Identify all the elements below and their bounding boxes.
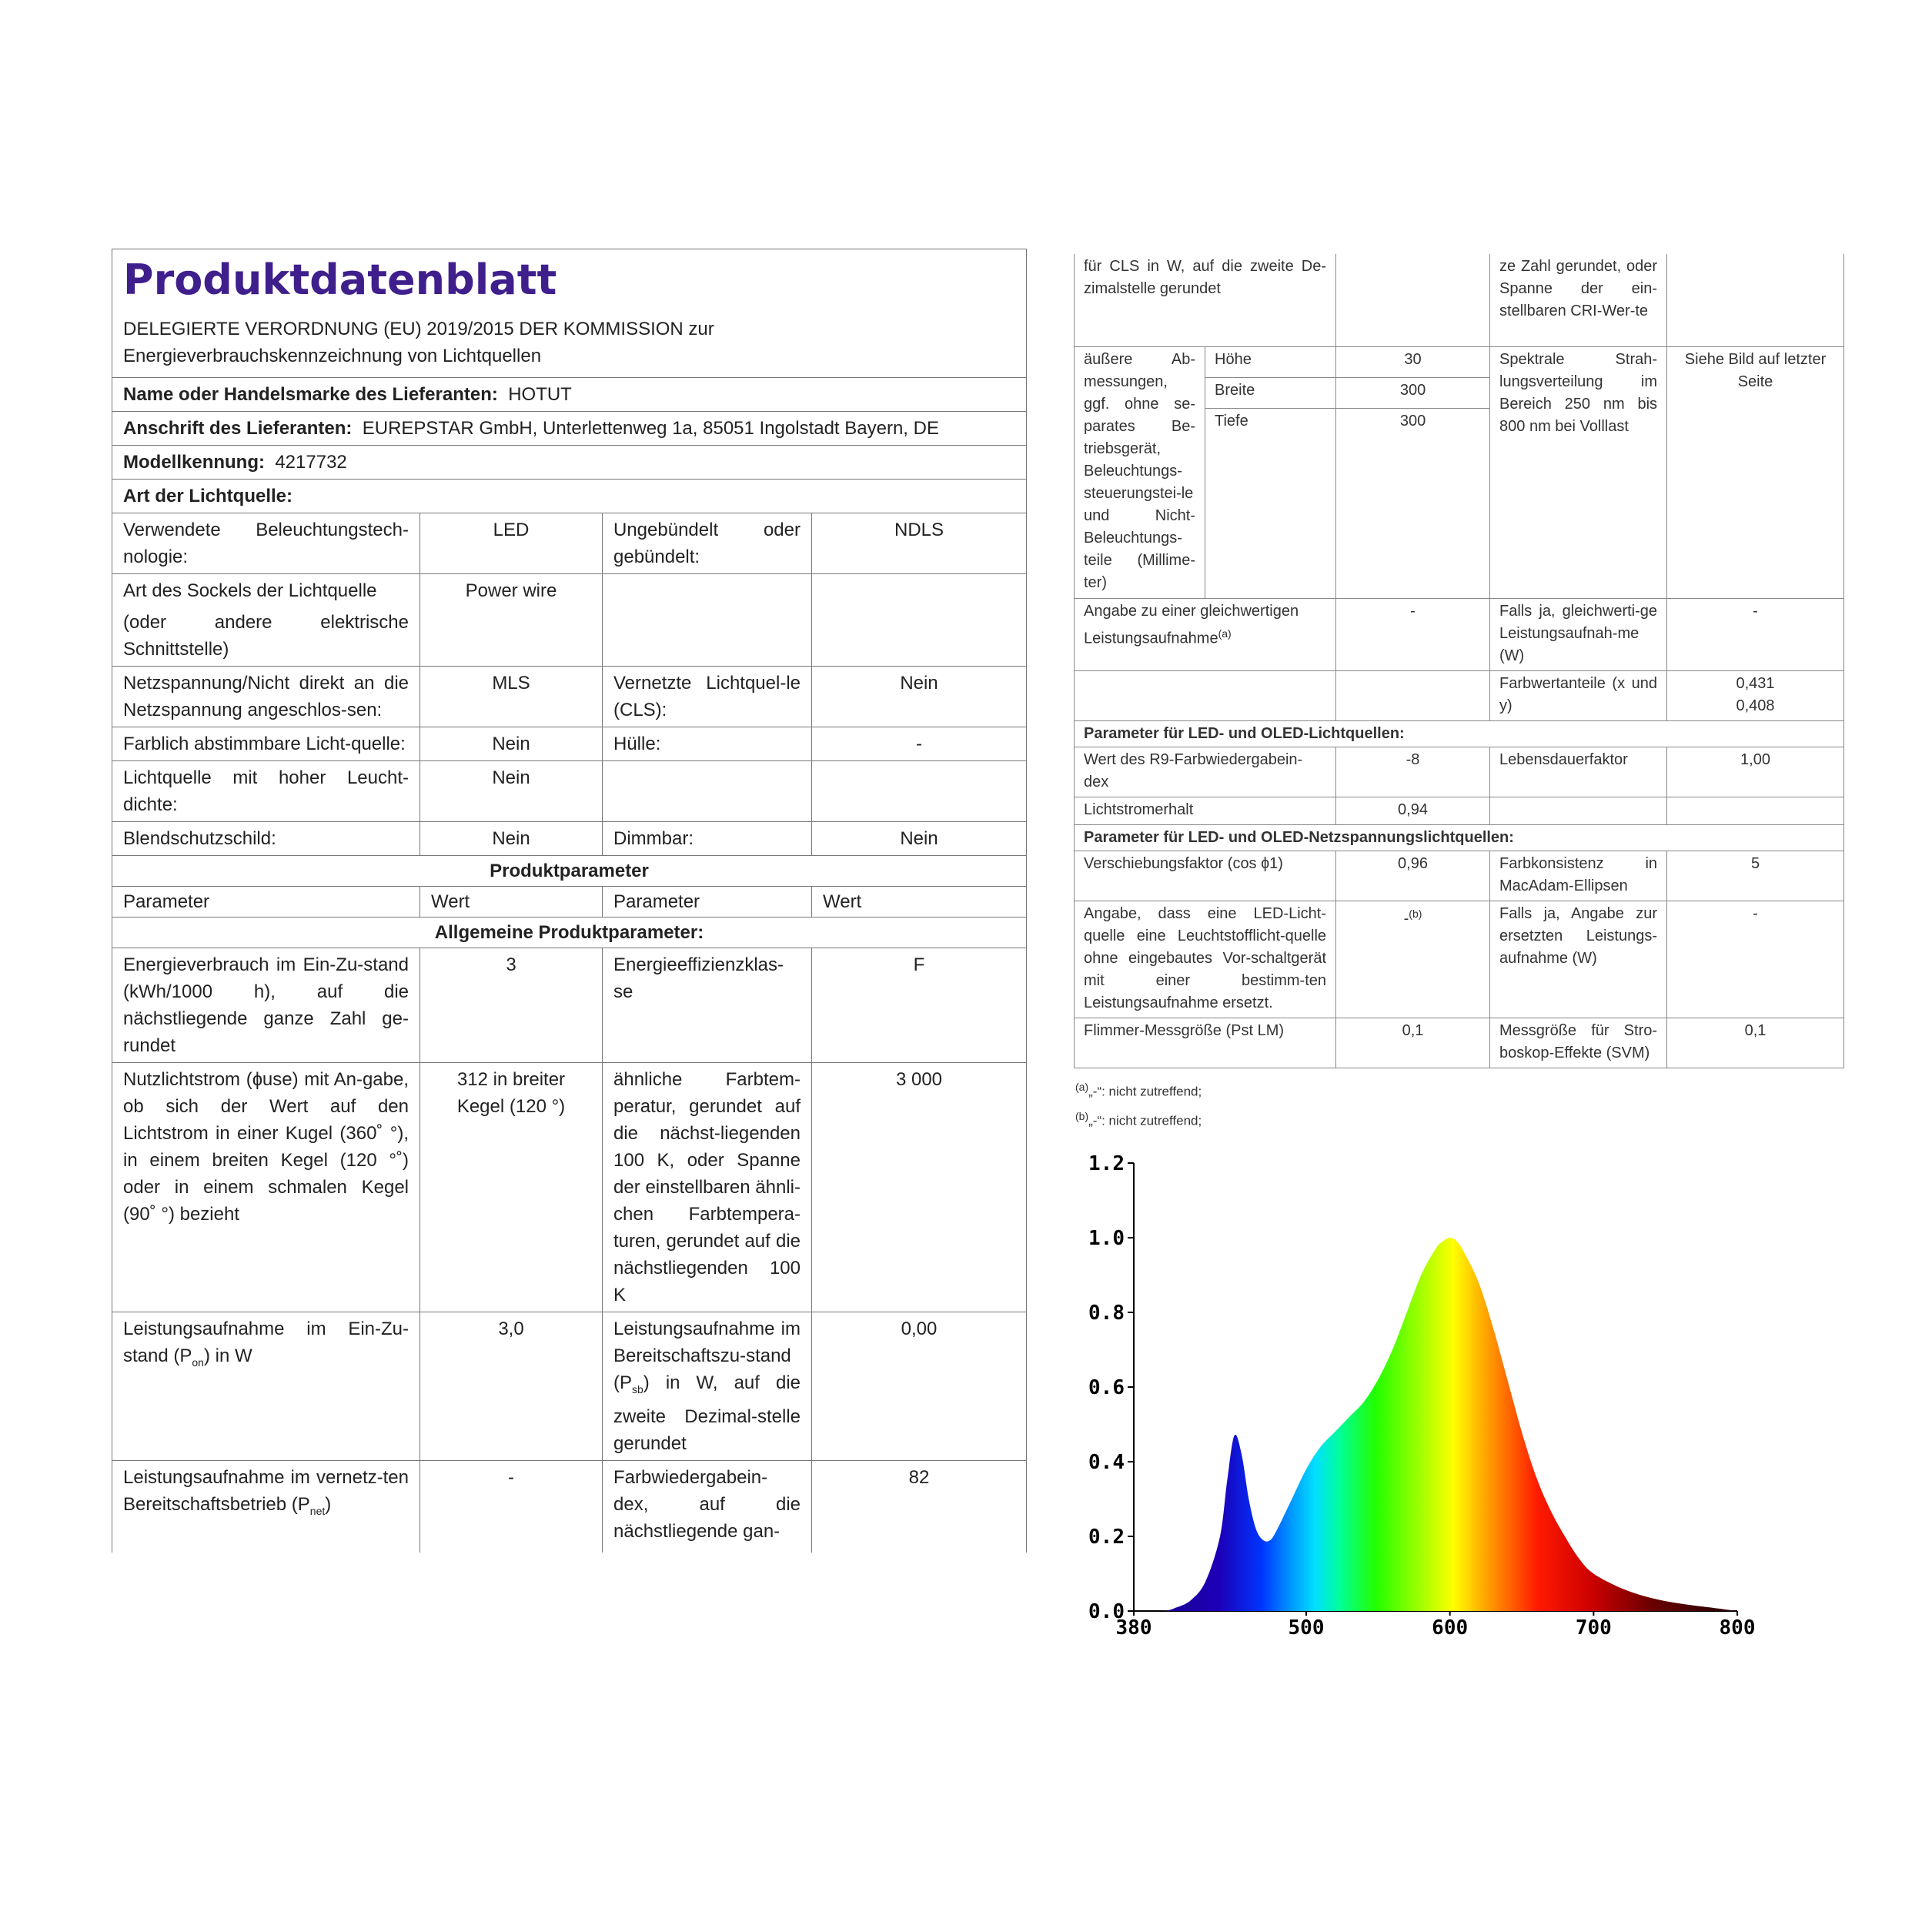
height-value: 30 (1336, 346, 1490, 377)
networked-standby-label: Leistungsaufnahme im vernetz-ten Bereitschaftsbetrieb $(P_{net})$ (112, 1460, 420, 1553)
r9-value: -8 (1336, 747, 1490, 797)
right-datasheet (1074, 254, 1843, 1134)
on-mode-power-value: 3,0 (420, 1312, 603, 1461)
main-table (112, 249, 1027, 1553)
stroboscopic-value: 0,1 (1667, 1018, 1844, 1068)
high-luminance-label: Lichtquelle mit hoher Leucht-dichte: (112, 761, 420, 822)
spectral-distribution-chart (1074, 1151, 1767, 1643)
envelope-label: Hülle: (603, 727, 812, 761)
equivalent-power-value: - (1336, 598, 1490, 670)
spectrum-area (1134, 1238, 1737, 1611)
anti-glare-value: Nein (420, 822, 603, 856)
dimensions-label: äußere Ab-messungen, ggf. ohne se-parates Be-triebsgerät, Beleuchtungs-steuerungstei-le und Nicht-Beleuchtungs-teile (Millime-ter) (1075, 346, 1205, 598)
depth-label: Tiefe (1205, 408, 1336, 598)
supplier-name-row (112, 378, 1027, 412)
col-header-value: Wert (812, 887, 1027, 918)
mains-label: Netzspannung/Nicht direkt an die Netzspannung angeschlos-sen: (112, 667, 420, 727)
x-tick-label: 800 (1719, 1616, 1756, 1640)
depth-value: 300 (1336, 408, 1490, 598)
dimmable-label: Dimmbar: (603, 822, 812, 856)
product-parameters-heading: Produktparameter (112, 856, 1027, 887)
footnote-a: $^{(a)}$„-“: nicht zutreffend; (1075, 1080, 1202, 1099)
networked-standby-value: - (420, 1460, 603, 1553)
survival-factor-value: 1,00 (1667, 747, 1844, 797)
x-tick-label: 500 (1288, 1616, 1325, 1640)
dimmable-value: Nein (812, 822, 1027, 856)
supplier-address-value: EUREPSTAR GmbH, Unterlettenweg 1a, 85051 Ingolstadt Bayern, DE (362, 418, 939, 439)
energy-consumption-label: Energieverbrauch im Ein-Zu-stand (kWh/1000 h), auf die nächstliegende ganze Zahl ge-rundet (112, 948, 420, 1063)
general-parameters-heading: Allgemeine Produktparameter: (112, 918, 1027, 948)
chromaticity-value (1667, 670, 1844, 720)
energy-consumption-value: 3 (420, 948, 603, 1063)
replaced-power-value: - (1667, 901, 1844, 1018)
model-label: Modellkennung: (123, 452, 265, 473)
energy-class-value: F (812, 948, 1027, 1063)
page-title: Produktdatenblatt (123, 256, 557, 304)
x-tick-label: 380 (1115, 1616, 1152, 1640)
col-header-value: Wert (420, 887, 603, 918)
on-mode-power-label: Leistungsaufnahme im Ein-Zu-stand $(P_{on})$ in W (112, 1312, 420, 1461)
empty-cell (1336, 254, 1490, 346)
survival-factor-label: Lebensdauerfaktor (1490, 747, 1667, 797)
cap-type-value: Power wire (420, 574, 603, 667)
regulation-line-1: DELEGIERTE VERORDNUNG (EU) 2019/2015 DER KOMMISSION zur (123, 319, 714, 339)
regulation-line-2: Energieverbrauchskennzeichnung von Lichtquellen (123, 346, 542, 366)
flicker-value: 0,1 (1336, 1018, 1490, 1068)
connected-label: Vernetzte Lichtquel-le (CLS): (603, 667, 812, 727)
mains-led-params-heading: Parameter für LED- und OLED-Netzspannungslichtquellen: (1075, 824, 1844, 851)
equivalent-power-label: Angabe zu einer gleichwertigen Leistungsaufnahme$^{(a)}$ (1075, 598, 1336, 670)
supplier-address-label: Anschrift des Lieferanten: (123, 418, 353, 439)
model-value: 4217732 (275, 452, 347, 473)
led-params-heading: Parameter für LED- und OLED-Lichtquellen: (1075, 720, 1844, 747)
supplier-name-label: Name oder Handelsmarke des Lieferanten: (123, 384, 498, 405)
lumen-maintenance-value: 0,94 (1336, 797, 1490, 824)
empty-cell (1667, 254, 1844, 346)
height-label: Höhe (1205, 346, 1336, 377)
supplier-address-row (112, 412, 1027, 446)
cap-type-cell (112, 574, 420, 667)
cap-type-label-2: (oder andere elektrische Schnittstelle) (123, 612, 409, 660)
chromaticity-y: 0,408 (1736, 697, 1775, 714)
standby-power-value: 0,00 (812, 1312, 1027, 1461)
supplier-name-value: HOTUT (508, 384, 572, 405)
model-row (112, 446, 1027, 480)
lumen-maintenance-label: Lichtstromerhalt (1075, 797, 1336, 824)
empty-cell (1336, 670, 1490, 720)
x-tick-label: 700 (1575, 1616, 1612, 1640)
y-tick-label: 1.0 (1088, 1227, 1125, 1250)
spectrum-value: Siehe Bild auf letzter Seite (1667, 346, 1844, 598)
flicker-label: Flimmer-Messgröße (Pst LM) (1075, 1018, 1336, 1068)
cct-label: ähnliche Farbtem-peratur, gerundet auf die nächst-liegenden 100 K, oder Spanne der einstellbaren ähnli-chen Farbtempera-turen, gerundet auf die nächstliegenden 100 K (603, 1063, 812, 1312)
width-value: 300 (1336, 377, 1490, 408)
header-cell (112, 249, 1027, 378)
directional-label: Ungebündelt oder gebündelt: (603, 513, 812, 574)
replacement-claim-value: -$^{(b)}$ (1336, 901, 1490, 1018)
replacement-claim-label: Angabe, dass eine LED-Licht-quelle eine Leuchtstofflicht-quelle ohne eingebautes Vor-schaltgerät mit einer bestimm-ten Leistungsaufnahme ersetzt. (1075, 901, 1336, 1018)
envelope-value: - (812, 727, 1027, 761)
displacement-factor-label: Verschiebungsfaktor (cos ɸ1) (1075, 851, 1336, 901)
stroboscopic-label: Messgröße für Stro-boskop-Effekte (SVM) (1490, 1018, 1667, 1068)
y-tick-label: 0.0 (1088, 1600, 1125, 1623)
colour-consistency-label: Farbkonsistenz in MacAdam-Ellipsen (1490, 851, 1667, 901)
technology-label: Verwendete Beleuchtungstech-nologie: (112, 513, 420, 574)
anti-glare-label: Blendschutzschild: (112, 822, 420, 856)
cri-label: Farbwiedergabein-dex, auf die nächstliegende gan- (603, 1460, 812, 1553)
x-tick-label: 600 (1432, 1616, 1469, 1640)
empty-cell (603, 574, 812, 667)
footnote-b: $^{(b)}$„-“: nicht zutreffend; (1075, 1110, 1202, 1128)
replaced-power-label: Falls ja, Angabe zur ersetzten Leistungs-aufnahme (W) (1490, 901, 1667, 1018)
empty-cell (1667, 797, 1844, 824)
empty-cell (1075, 670, 1336, 720)
footnotes (1074, 1075, 1843, 1134)
empty-cell (812, 761, 1027, 822)
cap-type-label: Art des Sockels der Lichtquelle (123, 580, 377, 601)
cct-value: 3 000 (812, 1063, 1027, 1312)
y-tick-label: 0.2 (1088, 1526, 1125, 1549)
displacement-factor-value: 0,96 (1336, 851, 1490, 901)
empty-cell (603, 761, 812, 822)
high-luminance-value: Nein (420, 761, 603, 822)
tunable-label: Farblich abstimmbare Licht-quelle: (112, 727, 420, 761)
empty-cell (812, 574, 1027, 667)
useful-flux-value: 312 in breiter Kegel (120 °) (420, 1063, 603, 1312)
tunable-value: Nein (420, 727, 603, 761)
cri-label-cont: ze Zahl gerundet, oder Spanne der ein-stellbaren CRI-Wer-te (1490, 254, 1667, 346)
chromaticity-label: Farbwertanteile (x und y) (1490, 670, 1667, 720)
useful-flux-label: Nutzlichtstrom (ɸuse) mit An-gabe, ob sich der Wert auf den Lichtstrom in einer Kugel (360˚ °), in einem breiten Kegel (120 °˚) oder in einem schmalen Kegel (90˚ °) bezieht (112, 1063, 420, 1312)
y-tick-label: 0.4 (1088, 1451, 1125, 1474)
spectrum-label: Spektrale Strah-lungsverteilung im Bereich 250 nm bis 800 nm bei Volllast (1490, 346, 1667, 598)
cri-value: 82 (812, 1460, 1027, 1553)
equivalent-power-claim-value: - (1667, 598, 1844, 670)
left-datasheet (112, 249, 1026, 1636)
y-tick-label: 0.6 (1088, 1376, 1125, 1399)
width-label: Breite (1205, 377, 1336, 408)
y-tick-label: 1.2 (1088, 1152, 1125, 1175)
standby-power-label: Leistungsaufnahme im Bereitschaftszu-stand $(P_{sb})$ in W, auf die zweite Dezimal-stelle gerundet (603, 1312, 812, 1461)
technology-value: LED (420, 513, 603, 574)
y-tick-label: 0.8 (1088, 1302, 1125, 1325)
continuation-table (1074, 254, 1844, 1068)
col-header-parameter: Parameter (603, 887, 812, 918)
mains-value: MLS (420, 667, 603, 727)
connected-value: Nein (812, 667, 1027, 727)
directional-value: NDLS (812, 513, 1027, 574)
light-source-type-label: Art der Lichtquelle: (112, 480, 1027, 513)
r9-label: Wert des R9-Farbwiedergabein-dex (1075, 747, 1336, 797)
chromaticity-x: 0,431 (1736, 674, 1775, 692)
energy-class-label: Energieeffizienzklas-se (603, 948, 812, 1063)
col-header-parameter: Parameter (112, 887, 420, 918)
cls-standby-label-cont: für CLS in W, auf die zweite De-zimalstelle gerundet (1075, 254, 1336, 346)
equivalent-power-claim-label: Falls ja, gleichwerti-ge Leistungsaufnah-me (W) (1490, 598, 1667, 670)
colour-consistency-value: 5 (1667, 851, 1844, 901)
empty-cell (1490, 797, 1667, 824)
